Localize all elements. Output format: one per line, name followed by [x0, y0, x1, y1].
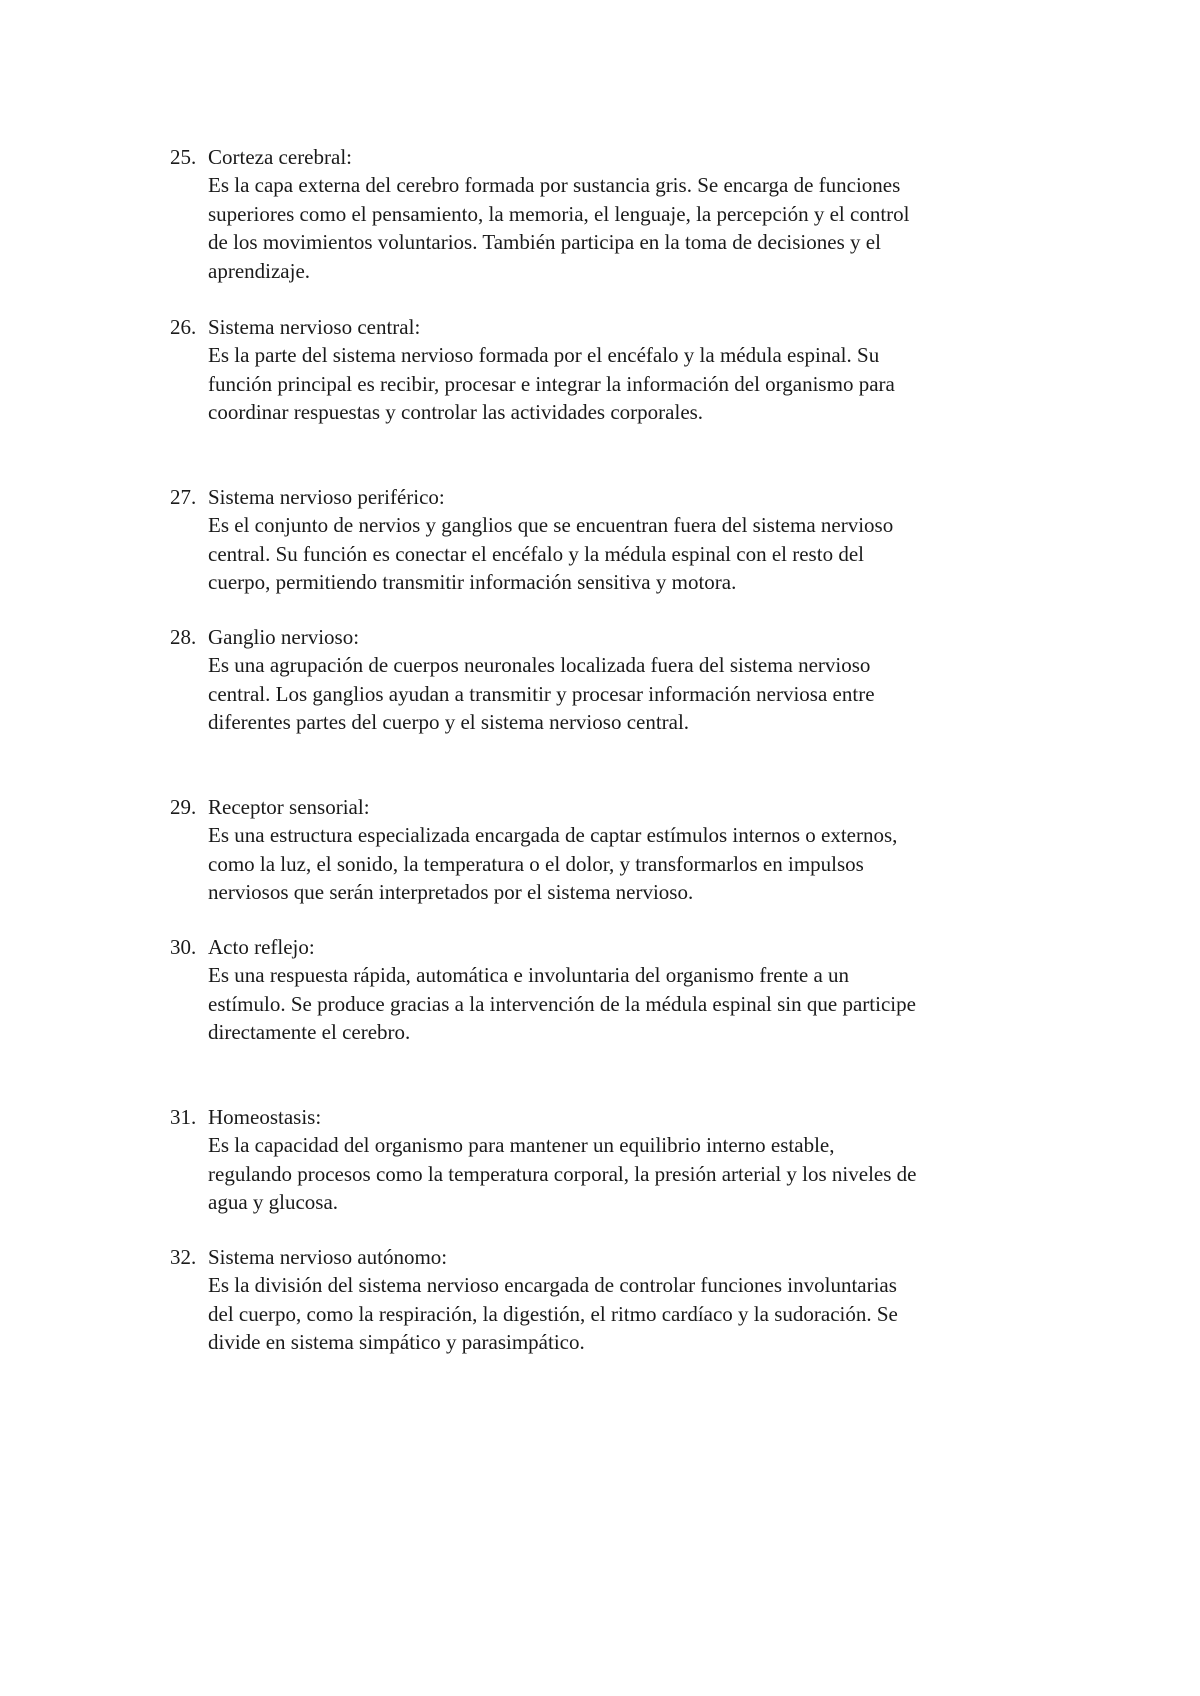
entry-title: Ganglio nervioso:: [208, 625, 360, 649]
entry-heading: [170, 1103, 1050, 1131]
entry-number: 26.: [170, 315, 197, 339]
entry-definition: [208, 961, 1050, 1046]
entry-32: [170, 1243, 1050, 1357]
entry-number: 30.: [170, 935, 197, 959]
definition-line: nerviosos que serán interpretados por el sistema nervioso.: [208, 880, 694, 905]
entry-definition: [208, 171, 1050, 285]
entry-heading: [170, 623, 1050, 651]
definition-line: divide en sistema simpático y parasimpático.: [208, 1330, 585, 1355]
entry-title: Homeostasis:: [208, 1105, 322, 1129]
entry-heading: [170, 1243, 1050, 1271]
definition-line: superiores como el pensamiento, la memoria, el lenguaje, la percepción y el control: [208, 201, 910, 226]
entry-31: [170, 1103, 1050, 1217]
entry-definition: [208, 651, 1050, 736]
definition-line: directamente el cerebro.: [208, 1020, 411, 1045]
entry-number: 31.: [170, 1105, 197, 1129]
definition-line: como la luz, el sonido, la temperatura o el dolor, y transformarlos en impulsos: [208, 851, 864, 876]
entry-29: [170, 793, 1050, 907]
definition-line: del cuerpo, como la respiración, la digestión, el ritmo cardíaco y la sudoración. Se: [208, 1301, 898, 1326]
entry-title: Acto reflejo:: [208, 935, 315, 959]
definition-line: Es una agrupación de cuerpos neuronales localizada fuera del sistema nervioso: [208, 653, 871, 678]
entry-30: [170, 933, 1050, 1047]
definition-line: aprendizaje.: [208, 258, 311, 283]
entry-heading: [170, 793, 1050, 821]
entry-definition: [208, 341, 1050, 426]
definition-line: de los movimientos voluntarios. También participa en la toma de decisiones y el: [208, 230, 881, 255]
entry-title: Sistema nervioso central:: [208, 315, 421, 339]
definition-line: Es la división del sistema nervioso encargada de controlar funciones involuntarias: [208, 1273, 897, 1298]
entry-26: [170, 313, 1050, 427]
definition-line: Es la capa externa del cerebro formada por sustancia gris. Se encarga de funciones: [208, 173, 901, 198]
definition-line: Es una estructura especializada encargada de captar estímulos internos o externos,: [208, 823, 898, 848]
definition-line: Es la parte del sistema nervioso formada por el encéfalo y la médula espinal. Su: [208, 343, 880, 368]
definition-line: coordinar respuestas y controlar las actividades corporales.: [208, 400, 704, 425]
definition-line: central. Su función es conectar el encéfalo y la médula espinal con el resto del: [208, 541, 864, 566]
entry-definition: [208, 1271, 1050, 1356]
definition-line: estímulo. Se produce gracias a la intervención de la médula espinal sin que participe: [208, 991, 916, 1016]
entry-heading: [170, 313, 1050, 341]
entry-title: Sistema nervioso autónomo:: [208, 1245, 448, 1269]
entry-heading: [170, 483, 1050, 511]
entry-definition: [208, 511, 1050, 596]
entry-heading: [170, 933, 1050, 961]
definition-line: función principal es recibir, procesar e integrar la información del organismo para: [208, 371, 895, 396]
entry-definition: [208, 1131, 1050, 1216]
definition-line: cuerpo, permitiendo transmitir información sensitiva y motora.: [208, 570, 737, 595]
entry-title: Corteza cerebral:: [208, 145, 352, 169]
definition-line: central. Los ganglios ayudan a transmitir y procesar información nerviosa entre: [208, 681, 875, 706]
definition-line: Es la capacidad del organismo para mantener un equilibrio interno estable,: [208, 1133, 835, 1158]
entry-28: [170, 623, 1050, 737]
entry-title: Sistema nervioso periférico:: [208, 485, 445, 509]
definition-line: regulando procesos como la temperatura corporal, la presión arterial y los niveles de: [208, 1161, 917, 1186]
entry-number: 27.: [170, 485, 197, 509]
entry-25: [170, 143, 1050, 285]
entry-number: 28.: [170, 625, 197, 649]
entry-number: 29.: [170, 795, 197, 819]
entry-27: [170, 483, 1050, 597]
entry-title: Receptor sensorial:: [208, 795, 370, 819]
entry-number: 32.: [170, 1245, 197, 1269]
entry-heading: [170, 143, 1050, 171]
entry-number: 25.: [170, 145, 197, 169]
definition-line: Es el conjunto de nervios y ganglios que se encuentran fuera del sistema nervioso: [208, 513, 894, 538]
definition-line: diferentes partes del cuerpo y el sistema nervioso central.: [208, 710, 690, 735]
definition-line: Es una respuesta rápida, automática e involuntaria del organismo frente a un: [208, 963, 850, 988]
definition-line: agua y glucosa.: [208, 1190, 339, 1215]
entry-definition: [208, 821, 1050, 906]
